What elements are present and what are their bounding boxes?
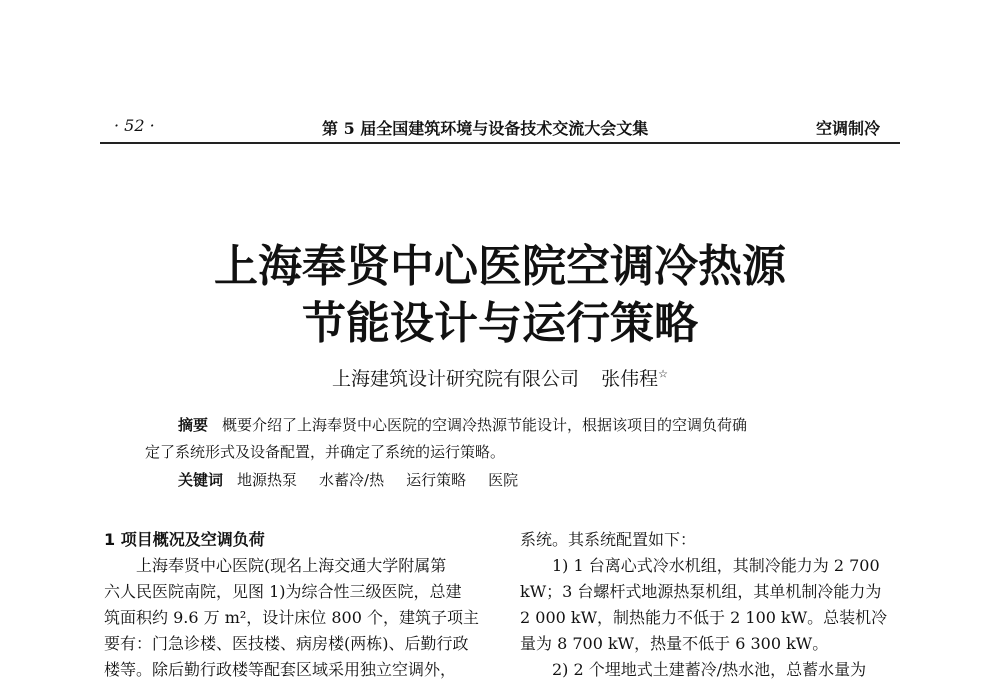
abstract-label: 摘要 [178, 416, 209, 434]
section-heading: 1 项目概况及空调负荷 [104, 530, 265, 549]
body-line: 六人民医院南院，见图 1)为综合性三级医院，总建 [104, 582, 462, 601]
body-line: 筑面积约 9.6 万 m²，设计床位 800 个，建筑子项主 [104, 608, 480, 627]
body-line: 上海奉贤中心医院(现名上海交通大学附属第 [136, 556, 447, 575]
body-line: 2) 2 个埋地式土建蓄冷/热水池，总蓄水量为 [552, 660, 867, 679]
author-name: 张伟程 [601, 368, 659, 390]
proceedings-title: 第 5 届全国建筑环境与设备技术交流大会文集 [322, 119, 649, 138]
author-line [0, 364, 1000, 391]
body-line: 2 000 kW，制热能力不低于 2 100 kW。总装机冷 [520, 608, 888, 627]
body-line: 楼等。除后勤行政楼等配套区域采用独立空调外， [104, 660, 457, 679]
keyword: 地源热泵 [237, 471, 298, 489]
body-line: 1) 1 台离心式冷水机组，其制冷能力为 2 700 [552, 556, 880, 575]
right-column [520, 527, 905, 683]
keywords-label: 关键词 [178, 471, 224, 489]
paper-title-line-1: 上海奉贤中心医院空调冷热源 [214, 241, 786, 292]
abstract-line-2: 定了系统形式及设备配置，并确定了系统的运行策略。 [145, 443, 506, 461]
page-number: · 52 · [114, 116, 155, 135]
abstract-line-1 [178, 414, 747, 435]
body-line: 要有：门急诊楼、医技楼、病房楼(两栋)、后勤行政 [104, 634, 469, 653]
running-header [100, 116, 900, 144]
author-footnote-mark: ☆ [658, 367, 668, 381]
keywords [178, 469, 540, 490]
body-line: kW；3 台螺杆式地源热泵机组，其单机制冷能力为 [520, 582, 882, 601]
section-label: 空调制冷 [815, 119, 880, 138]
body-line: 系统。其系统配置如下： [520, 530, 697, 549]
paper-title-line-2: 节能设计与运行策略 [302, 298, 698, 349]
left-column [104, 527, 494, 683]
keyword: 水蓄冷/热 [319, 471, 385, 489]
affiliation: 上海建筑设计研究院有限公司 [332, 368, 580, 390]
keyword: 医院 [488, 471, 519, 489]
abstract-text-1: 概要介绍了上海奉贤中心医院的空调冷热源节能设计，根据该项目的空调负荷确 [222, 416, 748, 434]
keyword: 运行策略 [406, 471, 467, 489]
body-line: 量为 8 700 kW，热量不低于 6 300 kW。 [520, 634, 829, 653]
